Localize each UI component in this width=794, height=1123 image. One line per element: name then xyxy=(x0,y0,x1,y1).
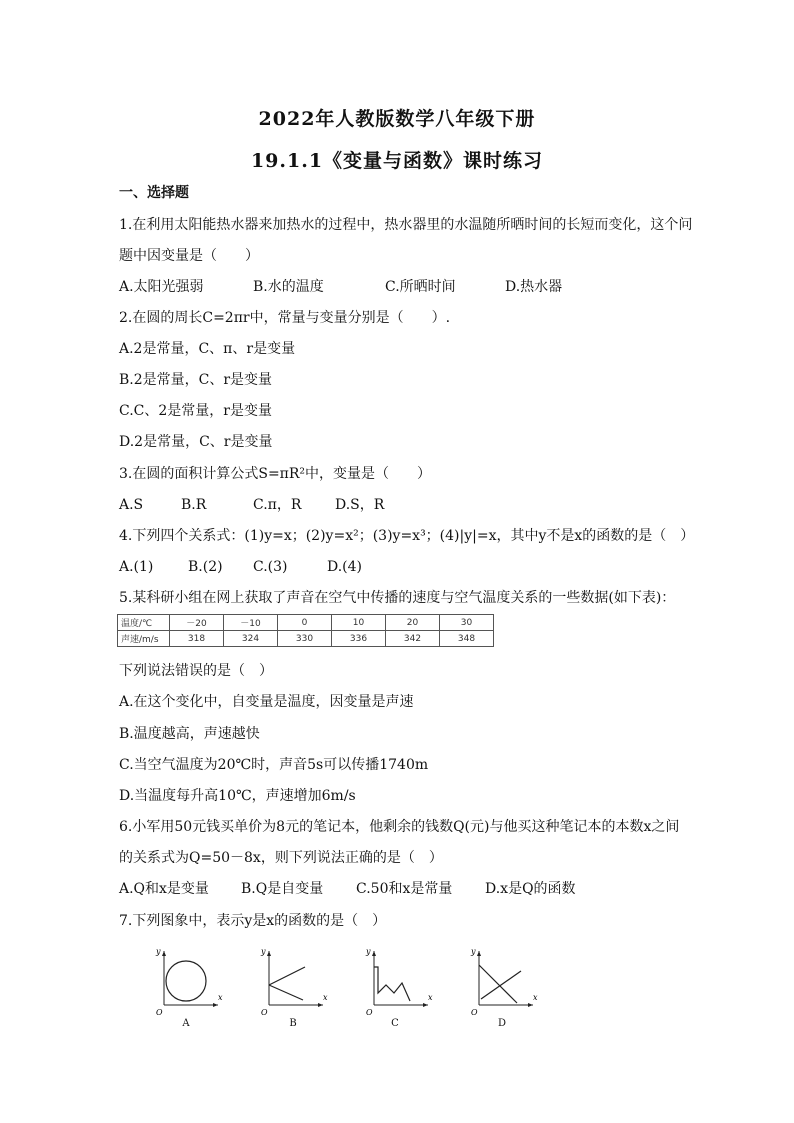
x-label: x xyxy=(323,993,328,1002)
table-cell: －20 xyxy=(170,615,224,631)
origin-label: O xyxy=(366,1008,373,1017)
q4-option-d: D.(4) xyxy=(327,559,363,575)
table-cell: 342 xyxy=(386,631,440,647)
q1-option-c: C.所晒时间 xyxy=(385,279,456,295)
origin-label: O xyxy=(156,1008,163,1017)
table-cell: 20 xyxy=(386,615,440,631)
table-row-temperature xyxy=(118,615,494,631)
q5-stem: 5.某科研小组在网上获取了声音在空气中传播的速度与空气温度关系的一些数据(如下表)： xyxy=(119,590,676,606)
q2-option-b: B.2是常量，C、r是变量 xyxy=(119,372,273,388)
graph-a-label: A xyxy=(182,1018,190,1029)
q2-option-d: D.2是常量，C、r是变量 xyxy=(119,434,273,450)
graph-b-ray-down xyxy=(269,985,303,1000)
table-cell: 324 xyxy=(224,631,278,647)
table-cell: 336 xyxy=(332,631,386,647)
x-label: x xyxy=(218,993,223,1002)
y-label: y xyxy=(366,947,371,956)
sound-speed-table xyxy=(117,614,494,647)
q5-prompt: 下列说法错误的是（ ） xyxy=(119,663,273,679)
q5-option-d: D.当温度每升高10℃，声速增加6m/s xyxy=(119,788,356,804)
y-label: y xyxy=(156,947,161,956)
q3-stem: 3.在圆的面积计算公式S=πR²中，变量是（ ） xyxy=(119,466,432,482)
q4-option-a: A.(1) xyxy=(119,559,154,575)
table-cell: 318 xyxy=(170,631,224,647)
x-axis-arrow xyxy=(318,1003,323,1007)
section-heading: 一、选择题 xyxy=(119,185,189,201)
graph-c-polyline xyxy=(374,967,410,1001)
q6-stem-line2: 的关系式为Q=50－8x，则下列说法正确的是（ ） xyxy=(119,850,443,866)
x-axis-arrow xyxy=(213,1003,218,1007)
graph-d-line-up xyxy=(481,971,521,999)
q4-options xyxy=(119,557,699,577)
q2-option-a: A.2是常量，C、π、r是变量 xyxy=(119,341,296,357)
table-header-temperature: 温度/℃ xyxy=(118,615,170,631)
graph-b-label: B xyxy=(289,1018,297,1029)
q5-option-b: B.温度越高，声速越快 xyxy=(119,726,260,742)
y-axis-arrow xyxy=(162,951,166,956)
y-label: y xyxy=(471,947,476,956)
q6-option-a: A.Q和x是变量 xyxy=(119,881,209,897)
table-cell: 0 xyxy=(278,615,332,631)
q1-stem-line2: 题中因变量是（ ） xyxy=(119,248,259,264)
q4-stem: 4.下列四个关系式：(1)y=x；(2)y=x²；(3)y=x³；(4)|y|=x，其中y不是x的函数的是（ ） xyxy=(119,528,695,544)
graph-b-ray-up xyxy=(269,967,305,985)
q6-options xyxy=(119,879,699,899)
graph-a-circle xyxy=(166,961,206,1001)
q7-stem: 7.下列图象中，表示y是x的函数的是（ ） xyxy=(119,913,387,929)
q5-option-a: A.在这个变化中，自变量是温度，因变量是声速 xyxy=(119,694,414,710)
q1-stem-line1: 1.在利用太阳能热水器来加热水的过程中，热水器里的水温随所晒时间的长短而变化，这个问 xyxy=(119,217,693,233)
q6-option-b: B.Q是自变量 xyxy=(241,881,324,897)
q1-option-b: B.水的温度 xyxy=(253,279,324,295)
y-label: y xyxy=(261,947,266,956)
q1-option-d: D.热水器 xyxy=(505,279,563,295)
page-title: 2022年人教版数学八年级下册 xyxy=(258,108,536,130)
x-axis-arrow xyxy=(528,1003,533,1007)
q5-option-c: C.当空气温度为20℃时，声音5s可以传播1740m xyxy=(119,757,429,773)
q3-options xyxy=(119,495,699,515)
x-axis-arrow xyxy=(423,1003,428,1007)
page-subtitle: 19.1.1《变量与函数》课时练习 xyxy=(250,150,544,172)
table-cell: －10 xyxy=(224,615,278,631)
q3-option-d: D.S，R xyxy=(335,497,385,513)
q4-option-b: B.(2) xyxy=(188,559,223,575)
graph-c-label: C xyxy=(391,1018,399,1029)
table-header-speed: 声速/m/s xyxy=(118,631,170,647)
x-label: x xyxy=(533,993,538,1002)
y-axis-arrow xyxy=(267,951,271,956)
y-axis-arrow xyxy=(477,951,481,956)
table-cell: 30 xyxy=(440,615,494,631)
graph-d-label: D xyxy=(497,1018,507,1029)
q6-stem-line1: 6.小军用50元钱买单价为8元的笔记本，他剩余的钱数Q(元)与他买这种笔记本的本数x之间 xyxy=(119,819,680,835)
table-row-speed xyxy=(118,631,494,647)
table-cell: 330 xyxy=(278,631,332,647)
q6-option-c: C.50和x是常量 xyxy=(356,881,453,897)
q3-option-a: A.S xyxy=(119,497,144,513)
q4-option-c: C.(3) xyxy=(253,559,288,575)
table-cell: 348 xyxy=(440,631,494,647)
q1-option-a: A.太阳光强弱 xyxy=(119,279,204,295)
x-label: x xyxy=(428,993,433,1002)
q2-option-c: C.C、2是常量，r是变量 xyxy=(119,403,272,419)
q3-option-b: B.R xyxy=(181,497,207,513)
q1-options xyxy=(119,277,699,297)
origin-label: O xyxy=(471,1008,478,1017)
table-cell: 10 xyxy=(332,615,386,631)
q2-stem: 2.在圆的周长C=2πr中，常量与变量分别是（ ）. xyxy=(119,310,451,326)
origin-label: O xyxy=(261,1008,268,1017)
y-axis-arrow xyxy=(372,951,376,956)
q3-option-c: C.π，R xyxy=(253,497,302,513)
q6-option-d: D.x是Q的函数 xyxy=(485,881,576,897)
graph-d-line-down xyxy=(479,965,517,1003)
